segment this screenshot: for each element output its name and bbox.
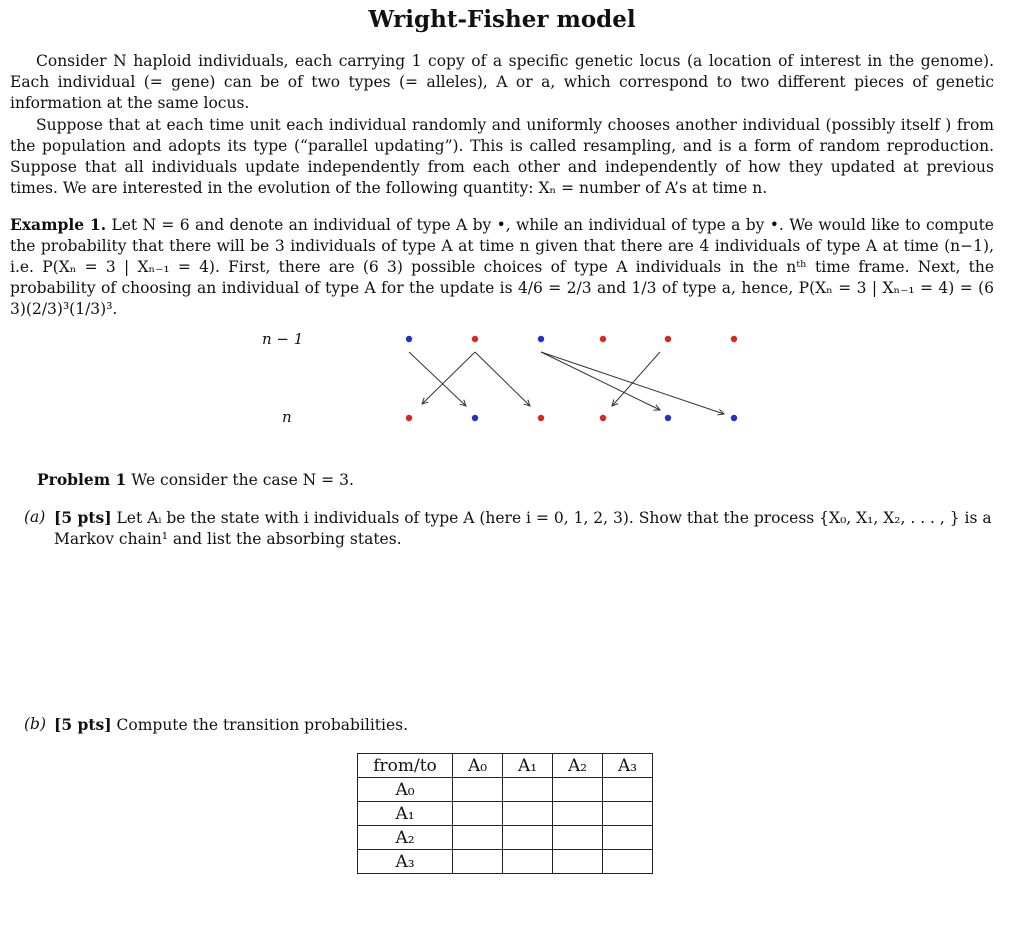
individual-dot-current-type-A (406, 415, 412, 421)
table-cell[interactable] (603, 850, 653, 874)
part-a (24, 507, 994, 550)
part-b-points: [5 pts] (54, 715, 112, 734)
table-cell[interactable] (603, 802, 653, 826)
part-b-label: (b) (24, 715, 47, 733)
intro-paragraph-2: Suppose that at each time unit each individual randomly and uniformly chooses another individual (possibly itself ) from the population and adopts its type (“parallel updating”). This is called resampling, and is a form of random reproduction. Suppose that all individuals update independently from each other and independently of how they updated at previous times. We are interested in the evolution of the following quantity: Xₙ = number of A’s at time n. (10, 116, 994, 197)
table-corner-header: from/to (358, 754, 453, 778)
table-header-row (358, 754, 653, 778)
intro-paragraph-1: Consider N haploid individuals, each carrying 1 copy of a specific genetic locus (a location of interest in the genome). Each individual (= gene) can be of two types (= alleles), A or a, which correspond to two different pieces of genetic information at the same locus. (10, 52, 994, 112)
part-b (24, 714, 994, 736)
table-cell[interactable] (603, 778, 653, 802)
example-heading: Example 1. (10, 215, 107, 234)
individual-dot-current-type-a (731, 415, 737, 421)
individual-dot-current-type-a (472, 415, 478, 421)
resampling-diagram (0, 320, 1024, 430)
individual-dot-prev-type-a (406, 336, 412, 342)
problem-heading-line (37, 470, 354, 489)
table-row-header: A₁ (358, 802, 453, 826)
table-cell[interactable] (503, 826, 553, 850)
individual-dot-prev-type-a (538, 336, 544, 342)
table-cell[interactable] (553, 778, 603, 802)
table-cell[interactable] (453, 778, 503, 802)
lineage-arrow (409, 352, 466, 406)
individual-dot-current-type-A (600, 415, 606, 421)
table-cell[interactable] (553, 826, 603, 850)
part-a-text: Let Aᵢ be the state with i individuals of type A (here i = 0, 1, 2, 3). Show that the process {X₀, X₁, X₂, . . . , } is a Markov chain¹ and list the absorbing states. (54, 509, 992, 548)
individual-dot-prev-type-A (731, 336, 737, 342)
table-row (358, 850, 653, 874)
individual-dot-prev-type-A (665, 336, 671, 342)
table-cell[interactable] (453, 802, 503, 826)
individual-dot-current-type-A (538, 415, 544, 421)
table-col-header: A₂ (553, 754, 603, 778)
example-text: Let N = 6 and denote an individual of type A by •, while an individual of type a by •. We would like to compute the probability that there will be 3 individuals of type A at time n given that there are 4 individuals of type A at time (n−1), i.e. P(Xₙ = 3 | Xₙ₋₁ = 4). First, there are (6 3) possible choices of type A individuals in the nᵗʰ time frame. Next, the probability of choosing an individual of type A for the update is 4/6 = 2/3 and 1/3 of type a, hence, P(Xₙ = 3 | Xₙ₋₁ = 4) = (6 3)(2/3)³(1/3)³. (10, 216, 994, 318)
table-cell[interactable] (603, 826, 653, 850)
transition-table (357, 753, 653, 874)
problem-heading: Problem 1 (37, 470, 127, 489)
part-a-points: [5 pts] (54, 508, 112, 527)
individual-dot-prev-type-A (600, 336, 606, 342)
table-col-header: A₁ (503, 754, 553, 778)
problem-intro: We consider the case N = 3. (131, 471, 354, 489)
table-cell[interactable] (503, 778, 553, 802)
table-row (358, 802, 653, 826)
label-time-n-minus-1: n − 1 (262, 330, 304, 348)
table-cell[interactable] (503, 850, 553, 874)
table-row-header: A₃ (358, 850, 453, 874)
page-title: Wright-Fisher model (368, 6, 636, 33)
table-row-header: A₀ (358, 778, 453, 802)
individual-dot-current-type-a (665, 415, 671, 421)
table-row (358, 826, 653, 850)
table-row-header: A₂ (358, 826, 453, 850)
table-col-header: A₀ (453, 754, 503, 778)
table-col-header: A₃ (603, 754, 653, 778)
table-cell[interactable] (453, 850, 503, 874)
lineage-arrow (541, 352, 660, 410)
part-a-label: (a) (24, 508, 46, 526)
table-row (358, 778, 653, 802)
individual-dot-prev-type-A (472, 336, 478, 342)
part-b-text: Compute the transition probabilities. (116, 716, 409, 734)
table-cell[interactable] (453, 826, 503, 850)
lineage-arrow (422, 352, 475, 404)
label-time-n: n (282, 408, 292, 426)
table-cell[interactable] (553, 802, 603, 826)
table-cell[interactable] (553, 850, 603, 874)
table-cell[interactable] (503, 802, 553, 826)
lineage-arrow (475, 352, 530, 406)
example-paragraph (10, 214, 994, 320)
